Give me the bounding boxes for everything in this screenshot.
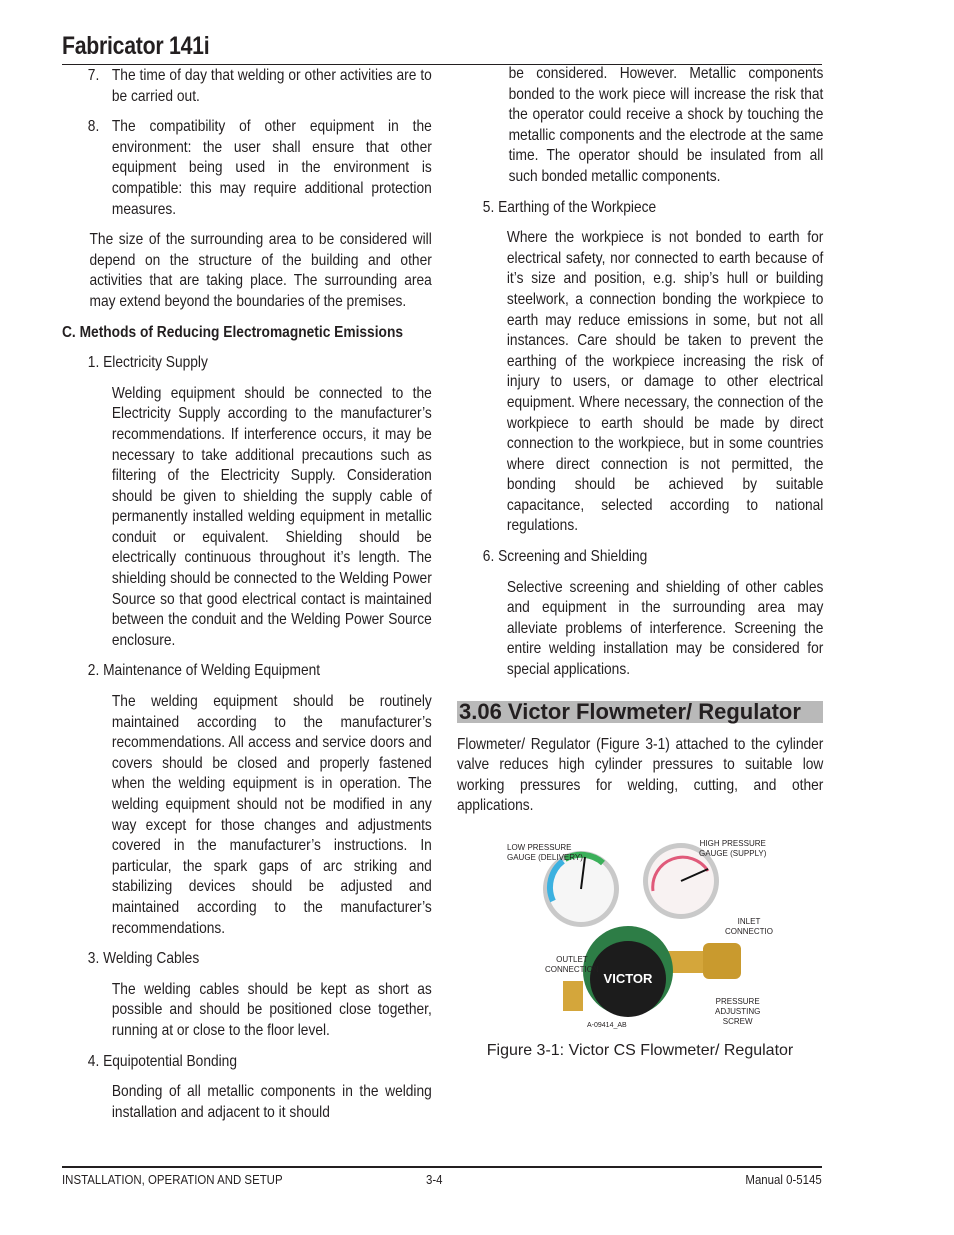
footer-rule — [62, 1166, 822, 1168]
label-outlet: OUTLET CONNECTION — [545, 955, 599, 974]
brand-text: VICTOR — [603, 971, 653, 986]
inlet-nut — [703, 943, 741, 979]
document-title: Fabricator 141i — [62, 32, 210, 60]
sub-title-2: 2. Maintenance of Welding Equipment — [87, 662, 321, 680]
intro-paragraph: Flowmeter/ Regulator (Figure 3-1) attached to the cylinder valve reduces high cylinder pressures to suitable low working pressures for welding, cutting, and other applications. — [457, 735, 824, 815]
sub-body-4: Bonding of all metallic components in the welding installation and adjacent to it should — [111, 1083, 432, 1121]
footer-left: INSTALLATION, OPERATION AND SETUP — [62, 1172, 283, 1187]
figure-id: A-09414_AB — [587, 1022, 627, 1029]
outlet-fitting — [563, 981, 583, 1011]
sub-title-5: 5. Earthing of the Workpiece — [482, 198, 657, 216]
sub-title-3: 3. Welding Cables — [87, 950, 200, 968]
sub-body-3: The welding cables should be kept as short as possible and should be positioned close together, running at or close to the floor level. — [111, 980, 432, 1039]
paragraph-area: The size of the surrounding area to be considered will depend on the structure of the building and other activities that are taking place. The surrounding area may extend beyond the boundaries of the premises. — [89, 231, 432, 310]
sub-title-4: 4. Equipotential Bonding — [87, 1052, 237, 1070]
sub-body-2: The welding equipment should be routinely maintained according to the manufacturer’s recommendations. All access and service doors and covers should be closed and properly fastened when the welding equipment is in operation. The welding equipment should not be modified in any way except for those changes and adjustments covered in the manufacturer’s instructions. In particular, the spark gaps of arc striking and stabilizing devices should be adjusted and maintained according to the manufacturer’s recommendations. — [111, 693, 432, 937]
footer-right: Manual 0-5145 — [745, 1172, 822, 1187]
label-screw: PRESSURE ADJUSTING SCREW — [715, 997, 761, 1026]
label-low-pressure: LOW PRESSURE GAUGE (DELIVERY) — [507, 843, 583, 862]
sub-title-6: 6. Screening and Shielding — [482, 548, 648, 566]
sub-body-5: Where the workpiece is not bonded to earth for electrical safety, nor connected to earth because of it’s size and position, e.g. ship’s hull or building steelwork, a connection bonding the workpiece to earth may reduce emissions in some, but not all instances. Care should be taken to prevent the earthing of the workpiece increasing the risk of injury to users, or damage to other electrical equipment. Where necessary, the connection of the workpiece to earth should be made by direct connection to the workpiece, but in some countries where direct connection is not permitted, the bonding should be achieved by suitable capacitance, selected according to national regulations. — [506, 229, 824, 535]
left-column — [62, 64, 432, 1123]
sub-title-1: 1. Electricity Supply — [87, 354, 208, 372]
section-c-heading: C. Methods of Reducing Electromagnetic Emissions — [62, 323, 404, 341]
sub-body-6: Selective screening and shielding of other cables and equipment in the surrounding area may alleviate problems of interference. Screening the entire welding installation may be considered for special applications. — [506, 578, 824, 679]
sub-body-1: Welding equipment should be connected to the Electricity Supply according to the manufacturer’s recommendations. If interference occurs, it may be necessary to take additional precautions such as filtering of the Electricity Supply. Consideration should be given to shielding the supply cable of permanently installed welding equipment in metallic conduit or equivalent. Shielding should be electrically continuous throughout it’s length. The shielding should be connected to the Welding Power Source so that good electrical contact is maintained between the conduit and the Welding Power Source enclosure. — [111, 384, 432, 649]
list-item-7: 7. The time of day that welding or other activities are to be carried out. — [87, 67, 432, 105]
label-inlet: INLET CONNECTIO — [725, 917, 773, 936]
regulator-figure — [503, 831, 773, 1031]
footer-page-number: 3-4 — [426, 1172, 443, 1187]
label-high-pressure: HIGH PRESSURE GAUGE (SUPPLY) — [699, 839, 767, 858]
right-column — [457, 64, 823, 1062]
continued-paragraph: be considered. However. Metallic components bonded to the work piece will increase the risk that the operator could receive a shock by touching the metallic components and the electrode at the same time. The operator should be insulated from all such bonded metallic components. — [508, 65, 824, 185]
list-item-8: 8. The compatibility of other equipment in the environment: the user shall ensure that other equipment being used in the environment is compatible: this may require additional protection measures. — [87, 118, 432, 218]
section-heading: 3.06 Victor Flowmeter/ Regulator — [457, 701, 823, 723]
figure-caption: Figure 3-1: Victor CS Flowmeter/ Regulator — [486, 1042, 794, 1059]
